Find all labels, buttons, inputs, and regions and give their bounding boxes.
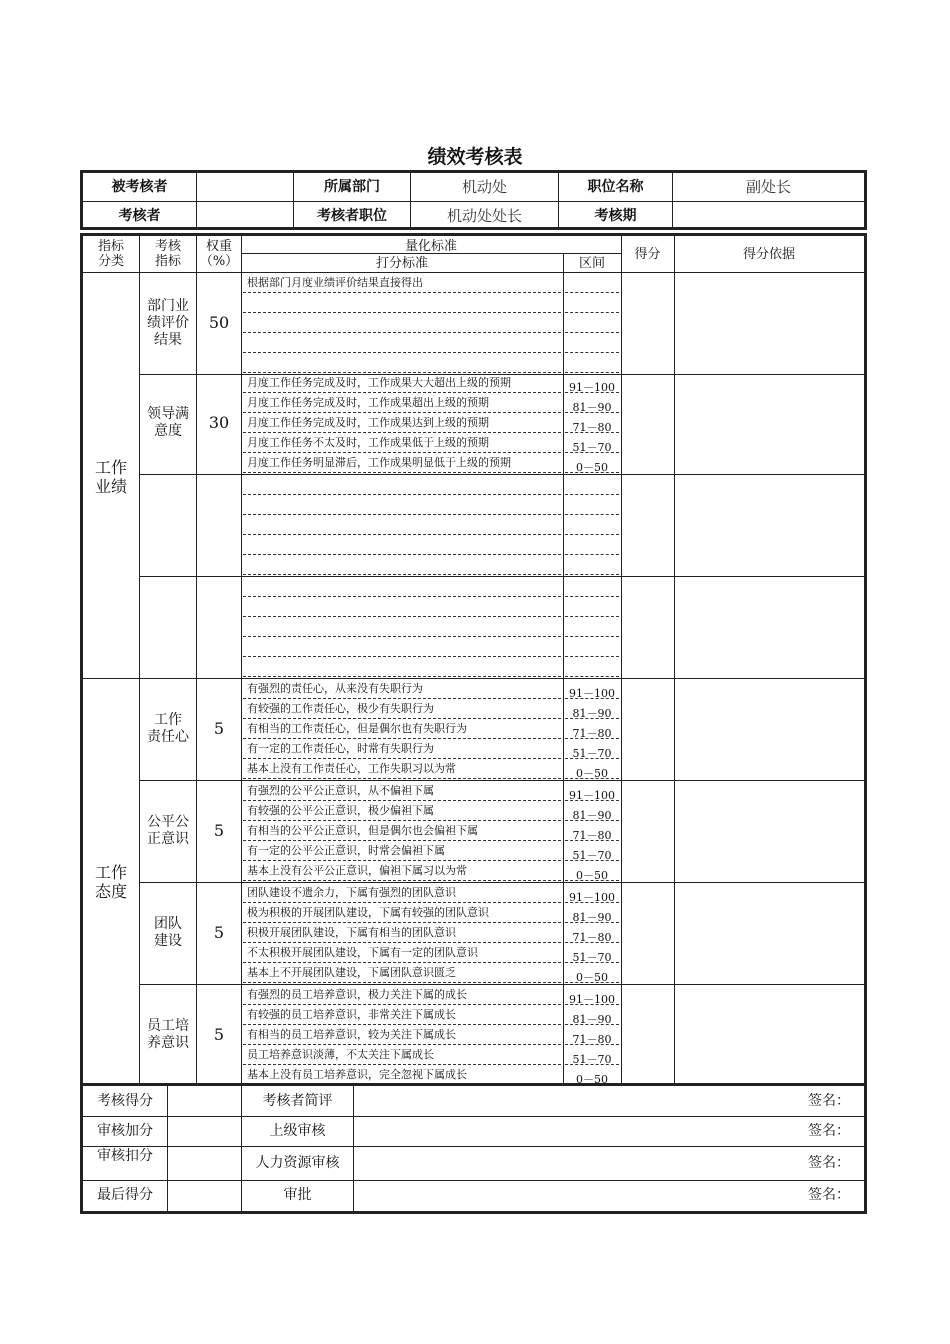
header-row-1 [83,173,864,202]
criteria-text: 月度工作任务完成及时，工作成果超出上级的预期 [247,396,489,409]
block-divider [83,678,864,679]
criteria-rule [243,1004,561,1005]
criteria-rule [243,372,561,373]
position-field[interactable]: 副处长 [745,178,791,196]
footer-comment[interactable] [354,1086,864,1116]
indicator-name-line: 正意识 [147,831,189,847]
column-divider [196,236,197,1084]
range-text: 91－100 [569,789,615,802]
criteria-text: 有较强的工作责任心，极少有失职行为 [247,702,434,715]
range-text: 51－70 [572,441,612,454]
signature-label: 签名： [808,1155,850,1171]
basis-cell[interactable] [675,373,864,474]
block-divider [139,576,864,577]
criteria-rule [243,452,561,453]
footer-value[interactable] [168,1180,242,1211]
col-weight-line2: （%） [199,254,239,269]
criteria-text: 有强烈的责任心，从来没有失职行为 [247,682,423,695]
department-field[interactable]: 机动处 [411,173,559,201]
criteria-rule [243,718,561,719]
col-score-header: 得分 [634,247,661,262]
range-text: 0－50 [576,461,608,474]
assessor-position-label: 考核者职位 [294,202,411,230]
range-text: 81－90 [572,911,612,924]
basis-cell[interactable] [675,883,864,984]
criteria-rule [243,494,561,495]
category-attitude-line1: 工作 [94,863,127,882]
criteria-text: 有较强的公平公正意识，极少偏袒下属 [247,804,434,817]
column-divider [674,236,675,1084]
indicator-name [140,1018,196,1052]
category-performance [83,458,139,496]
criteria-rule [243,902,561,903]
indicator-name [140,406,196,440]
score-cell[interactable] [622,373,674,474]
criteria-rule [243,698,561,699]
criteria-text: 基本上没有员工培养意识，完全忽视下属成长 [247,1068,467,1081]
footer-comment[interactable] [354,1180,864,1211]
criteria-rule [243,778,561,779]
criteria-rule [243,392,561,393]
score-cell[interactable] [622,985,674,1086]
footer-row [83,1180,864,1211]
assessor-label: 考核者 [83,202,197,230]
range-text: 91－100 [569,891,615,904]
block-divider [139,882,864,883]
col-quant-header: 量化标准 [404,239,457,254]
range-text: 81－90 [572,1013,612,1026]
col-indicator-line2: 指标 [154,254,181,269]
footer-label: 考核得分 [83,1086,168,1116]
quant-subheader-line [241,253,621,254]
criteria-text: 有相当的公平公正意识，但是偶尔也会偏袒下属 [247,824,478,837]
score-cell[interactable] [622,475,674,576]
indicator-name [140,916,196,950]
range-rule [565,676,619,677]
range-text: 91－100 [569,687,615,700]
assessor-field[interactable] [197,202,294,230]
assessee-label: 被考核者 [83,173,197,201]
range-divider [563,253,564,1084]
criteria-rule [243,840,561,841]
range-rule [565,292,619,293]
range-text: 0－50 [576,971,608,984]
col-range-header: 区间 [578,256,605,271]
footer-value[interactable] [168,1146,242,1180]
range-text: 81－90 [572,401,612,414]
criteria-rule [243,758,561,759]
basis-cell[interactable] [675,577,864,678]
criteria-text: 基本上没有公平公正意识，偏袒下属习以为常 [247,864,467,877]
criteria-text: 有强烈的员工培养意识，极力关注下属的成长 [247,988,467,1001]
range-text: 71－80 [572,727,612,740]
criteria-text: 月度工作任务完成及时，工作成果达到上级的预期 [247,416,489,429]
assessee-field[interactable] [197,173,294,201]
criteria-rule [243,332,561,333]
indicator-name-line: 绩评价 [147,314,189,331]
range-text: 51－70 [572,747,612,760]
criteria-text: 有较强的员工培养意识，非常关注下属成长 [247,1008,456,1021]
footer-review-label: 人力资源审核 [242,1146,354,1180]
basis-cell[interactable] [675,679,864,780]
footer-value[interactable] [168,1086,242,1116]
range-text: 81－90 [572,809,612,822]
range-text: 91－100 [569,993,615,1006]
criteria-text: 根据部门月度业绩评价结果直接得出 [247,276,423,289]
criteria-text: 月度工作任务不太及时，工作成果低于上级的预期 [247,436,489,449]
criteria-rule [243,472,561,473]
indicator-name [140,298,196,349]
criteria-text: 员工培养意识淡薄，不太关注下属成长 [247,1048,434,1061]
col-category-line1: 指标 [97,239,124,254]
criteria-rule [243,942,561,943]
col-category-header [83,239,139,269]
criteria-text: 有一定的工作责任心，时常有失职行为 [247,742,434,755]
category-attitude-line2: 态度 [94,882,127,901]
score-cell[interactable] [622,781,674,882]
category-attitude [83,863,139,901]
col-weight-header [197,239,241,269]
criteria-rule [243,738,561,739]
footer-label: 审核扣分 [83,1146,168,1180]
indicator-weight: 5 [213,821,225,840]
criteria-rule [243,596,561,597]
range-rule [565,514,619,515]
footer-row [83,1086,864,1117]
score-cell[interactable] [622,883,674,984]
range-rule [565,352,619,353]
range-rule [565,312,619,313]
indicator-name-line: 员工培 [147,1018,189,1034]
range-text: 0－50 [576,869,608,882]
footer-row [83,1146,864,1181]
range-rule [565,494,619,495]
col-indicator-header [140,239,196,269]
indicator-name-line: 意度 [154,423,182,439]
footer-review-label: 审批 [242,1180,354,1211]
criteria-rule [243,880,561,881]
indicator-weight: 5 [213,923,225,942]
indicator-name-line: 部门业 [147,297,189,314]
criteria-text: 基本上不开展团队建设，下属团队意识匮乏 [247,966,456,979]
block-divider [139,374,864,375]
col-criteria-header: 打分标准 [375,256,428,271]
criteria-text: 有相当的员工培养意识，较为关注下属成长 [247,1028,456,1041]
criteria-rule [243,514,561,515]
block-divider [139,474,864,475]
range-rule [565,554,619,555]
criteria-rule [243,616,561,617]
criteria-rule [243,800,561,801]
indicator-name [140,712,196,746]
footer-table [80,1083,867,1214]
criteria-text: 月度工作任务完成及时，工作成果大大超出上级的预期 [247,376,511,389]
range-text: 91－100 [569,381,615,394]
signature-label: 签名： [808,1123,850,1139]
range-rule [565,656,619,657]
criteria-rule [243,820,561,821]
signature-label: 签名： [808,1093,850,1109]
criteria-text: 有相当的工作责任心，但是偶尔也有失职行为 [247,722,467,735]
footer-label: 最后得分 [83,1180,168,1211]
criteria-rule [243,1064,561,1065]
signature-label: 签名： [808,1187,850,1203]
criteria-rule [243,676,561,677]
footer-review-label: 上级审核 [242,1116,354,1146]
footer-row [83,1116,864,1147]
score-cell[interactable] [622,679,674,780]
footer-label: 审核加分 [83,1116,168,1146]
indicator-name-line: 责任心 [147,729,189,745]
range-rule [565,372,619,373]
page-title: 绩效考核表 [427,146,523,168]
indicator-name-line: 建设 [154,933,182,949]
criteria-text: 团队建设不遗余力，下属有强烈的团队意识 [247,886,456,899]
criteria-rule [243,554,561,555]
range-text: 71－80 [572,421,612,434]
range-text: 0－50 [576,767,608,780]
criteria-rule [243,412,561,413]
col-weight-line1: 权重 [205,239,232,254]
criteria-rule [243,352,561,353]
criteria-rule [243,534,561,535]
basis-cell[interactable] [675,985,864,1086]
indicator-name-line: 领导满 [147,406,189,422]
criteria-text: 月度工作任务明显滞后，工作成果明显低于上级的预期 [247,456,511,469]
range-text: 71－80 [572,829,612,842]
footer-comment[interactable] [354,1116,864,1146]
block-divider [139,984,864,985]
indicator-name [140,814,196,848]
criteria-text: 有强烈的公平公正意识，从不偏袒下属 [247,784,434,797]
range-text: 71－80 [572,931,612,944]
criteria-text: 不太积极开展团队建设，下属有一定的团队意识 [247,946,478,959]
indicator-weight: 5 [213,719,225,738]
criteria-rule [243,636,561,637]
col-indicator-line1: 考核 [154,239,181,254]
indicator-name-line: 养意识 [147,1035,189,1051]
indicator-name-line: 结果 [154,331,182,348]
range-rule [565,534,619,535]
criteria-rule [243,292,561,293]
column-divider [139,236,140,1084]
range-text: 0－50 [576,1073,608,1086]
criteria-rule [243,962,561,963]
column-divider [241,236,242,1084]
category-performance-line1: 工作 [94,458,127,477]
basis-cell[interactable] [675,273,864,374]
basis-cell[interactable] [675,475,864,576]
score-cell[interactable] [622,273,674,374]
footer-value[interactable] [168,1116,242,1146]
indicator-weight: 5 [213,1025,225,1044]
criteria-text: 极为积极的开展团队建设，下属有较强的团队意识 [247,906,489,919]
criteria-text: 基本上没有工作责任心，工作失职习以为常 [247,762,456,775]
criteria-rule [243,432,561,433]
period-field[interactable] [673,202,864,230]
header-bottom-line [83,272,864,273]
range-rule [565,332,619,333]
period-label: 考核期 [559,202,673,230]
criteria-rule [243,860,561,861]
assessor-position-field[interactable]: 机动处处长 [411,202,559,230]
indicator-name-line: 公平公 [147,814,189,830]
criteria-rule [243,922,561,923]
col-category-line2: 分类 [97,254,124,269]
block-divider [139,780,864,781]
indicator-name-line: 团队 [154,916,182,932]
criteria-text: 有一定的公平公正意识，时常会偏袒下属 [247,844,445,857]
range-rule [565,616,619,617]
indicator-weight: 30 [208,413,230,432]
basis-cell[interactable] [675,781,864,882]
col-basis-header: 得分依据 [742,247,795,262]
indicator-name-line: 工作 [154,712,182,728]
criteria-rule [243,982,561,983]
header-table [80,170,867,230]
assessment-table [80,233,867,1084]
category-performance-line2: 业绩 [94,477,127,496]
header-row-2 [83,202,864,230]
position-label: 职位名称 [559,173,673,201]
criteria-rule [243,312,561,313]
criteria-rule [243,1044,561,1045]
footer-comment[interactable] [354,1146,864,1180]
range-rule [565,636,619,637]
footer-review-label: 考核者简评 [242,1086,354,1116]
range-text: 51－70 [572,849,612,862]
range-text: 51－70 [572,1053,612,1066]
range-text: 81－90 [572,707,612,720]
indicator-weight: 50 [208,313,230,332]
criteria-rule [243,1024,561,1025]
criteria-rule [243,574,561,575]
range-rule [565,574,619,575]
range-rule [565,596,619,597]
criteria-rule [243,656,561,657]
criteria-text: 积极开展团队建设，下属有相当的团队意识 [247,926,456,939]
range-text: 51－70 [572,951,612,964]
range-text: 71－80 [572,1033,612,1046]
column-divider [621,236,622,1084]
score-cell[interactable] [622,577,674,678]
department-label: 所属部门 [294,173,411,201]
